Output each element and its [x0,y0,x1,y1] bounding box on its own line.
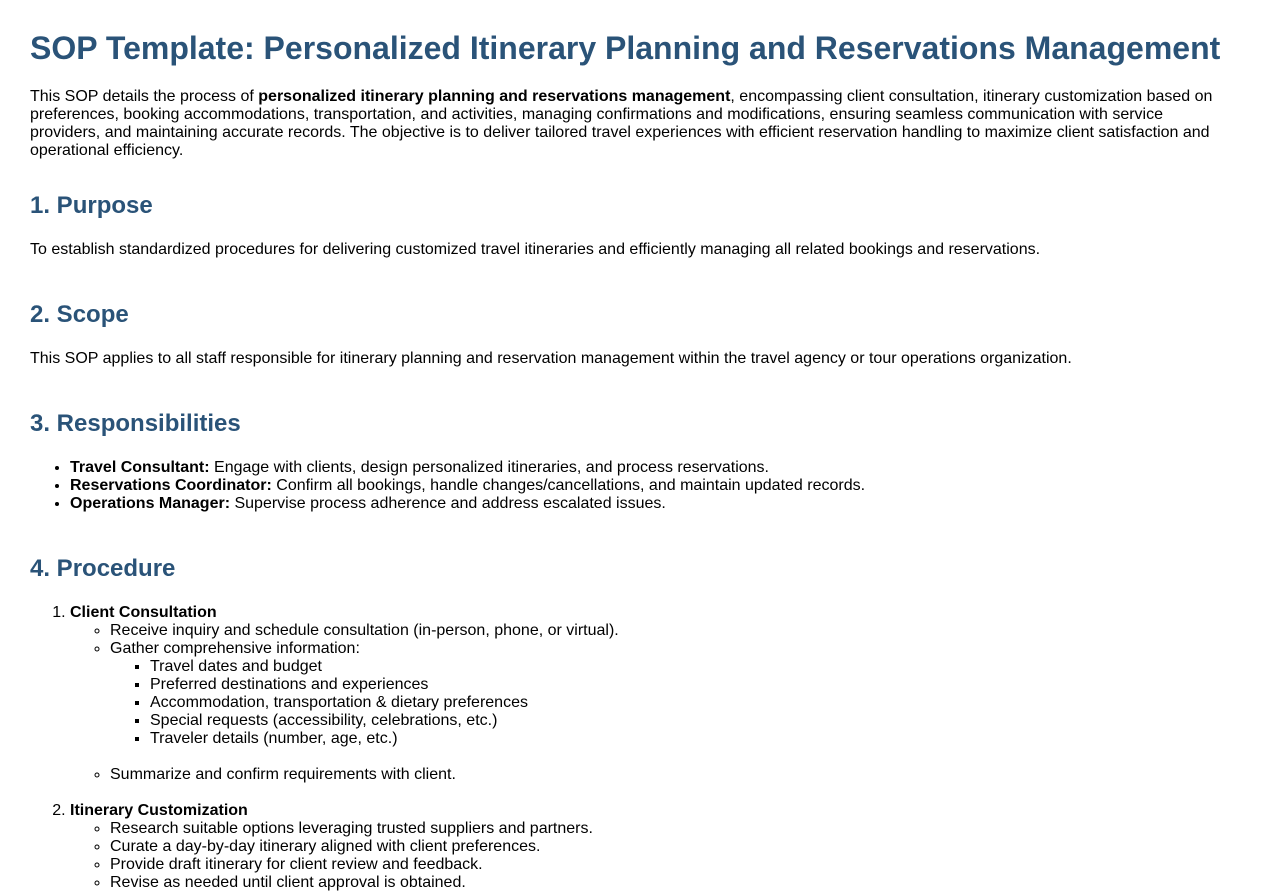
responsibility-role: Travel Consultant: [70,459,210,476]
intro-text-start: This SOP details the process of [30,88,259,105]
intro-paragraph [30,88,1233,160]
step-item [110,640,1233,748]
page-title: SOP Template: Personalized Itinerary Planning and Reservations Management [30,30,1221,66]
procedure-step [70,802,1233,892]
responsibilities-heading: 3. Responsibilities [30,410,241,437]
step-items [70,622,1233,784]
step-item: ◦ Research suitable options leveraging trusted suppliers and partners. [110,820,1233,838]
responsibility-role: Operations Manager: [70,495,231,512]
responsibility-item [70,459,1233,477]
step-item: ◦ Receive inquiry and schedule consultation (in-person, phone, or virtual). [110,622,1233,640]
step-item: ◦ Revise as needed until client approval is obtained. [110,874,1233,892]
procedure-heading: 4. Procedure [30,555,176,582]
step-item-text: Gather comprehensive information: [110,640,360,657]
scope-heading: 2. Scope [30,301,129,328]
gather-info-list [110,658,1233,748]
responsibilities-list [30,459,1233,513]
step-title: Client Consultation [70,604,217,621]
responsibility-item [70,495,1233,513]
gather-info-item: ▪ Travel dates and budget [150,658,1233,676]
gather-info-item: ▪ Accommodation, transportation & dietary preferences [150,694,1233,712]
responsibility-role: Reservations Coordinator: [70,477,272,494]
purpose-text: To establish standardized procedures for delivering customized travel itineraries and efficiently managing all related bookings and reservations. [30,241,1041,258]
responsibility-item [70,477,1233,495]
gather-info-item: ▪ Traveler details (number, age, etc.) [150,730,1233,748]
intro-text-end: , encompassing client consultation, itinerary customization based on preferences, booking accommodations, transportation, and activities, managing confirmations and modifications, ensuring seamless communication with service providers, and maintaining accurate records. The objective is to deliver tailored travel experiences with efficient reservation handling to maximize client satisfaction and operational efficiency. [30,88,1213,159]
gather-info-item: ▪ Preferred destinations and experiences [150,676,1233,694]
responsibility-desc: Engage with clients, design personalized itineraries, and process reservations. [209,459,769,476]
responsibility-desc: Supervise process adherence and address escalated issues. [230,495,666,512]
scope-text: This SOP applies to all staff responsible for itinerary planning and reservation management within the travel agency or tour operations organization. [30,350,1072,367]
step-item: ◦ Provide draft itinerary for client review and feedback. [110,856,1233,874]
procedure-steps [30,604,1233,892]
step-item: ◦ Curate a day-by-day itinerary aligned with client preferences. [110,838,1233,856]
purpose-heading: 1. Purpose [30,192,153,219]
step-items [70,820,1233,892]
intro-bold-phrase: personalized itinerary planning and reservations management [258,88,731,105]
step-item: ◦ Summarize and confirm requirements with client. [110,766,1233,784]
step-title: Itinerary Customization [70,802,248,819]
gather-info-item: ▪ Special requests (accessibility, celebrations, etc.) [150,712,1233,730]
procedure-step [70,604,1233,784]
responsibility-desc: Confirm all bookings, handle changes/cancellations, and maintain updated records. [271,477,866,494]
